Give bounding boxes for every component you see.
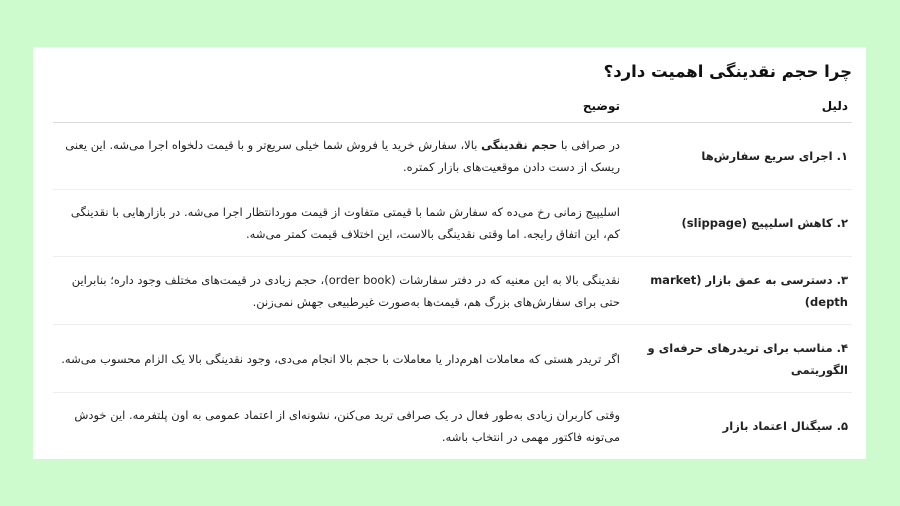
row-description: اگر تریدر هستی که معاملات اهرم‌دار یا معاملات با حجم بالا انجام می‌دی، وجود نقدینگی بالا یک الزام محسوب می‌شه.	[53, 325, 620, 393]
row-reason: ۱. اجرای سریع سفارش‌ها	[620, 123, 852, 190]
description-bold-text: حجم نقدینگی	[481, 138, 558, 152]
table-row	[53, 257, 852, 325]
row-description: اسلیپیج زمانی رخ می‌ده که سفارش شما با قیمتی متفاوت از قیمت موردانتظار اجرا می‌شه. در بازارهایی با نقدینگی کم، این اتفاق رایجه. اما وقتی نقدینگی بالاست، این اختلاف قیمت کمتر می‌شه.	[53, 190, 620, 257]
section-title: چرا حجم نقدینگی اهمیت دارد؟	[603, 62, 852, 81]
table-row	[53, 393, 852, 460]
row-reason: ۴. مناسب برای تریدرهای حرفه‌ای و الگوریتمی	[620, 325, 852, 393]
row-description	[53, 123, 620, 190]
description-text: در صرافی با	[557, 138, 620, 152]
table-row	[53, 190, 852, 257]
row-reason: ۳. دسترسی به عمق بازار (market depth)	[620, 257, 852, 325]
row-description: وقتی کاربران زیادی به‌طور فعال در یک صرافی ترید می‌کنن، نشونه‌ای از اعتماد عمومی به اون پلتفرمه. این خودش می‌تونه فاکتور مهمی در انتخاب باشه.	[74, 408, 620, 444]
header-description: توضیح	[53, 89, 620, 123]
liquidity-table	[53, 89, 852, 459]
description-text: بالا، سفارش خرید یا فروش شما خیلی سریع‌تر و با قیمت دلخواه اجرا می‌شه. این یعنی ریسک از دست دادن موقعیت‌های بازار کمتره.	[65, 138, 620, 174]
header-reason: دلیل	[620, 89, 852, 123]
table-row	[53, 325, 852, 393]
row-description: نقدینگی بالا به این معنیه که در دفتر سفارشات (order book)، حجم زیادی در قیمت‌های مختلف وجود داره؛ بنابراین حتی برای سفارش‌های بزرگ هم، قیمت‌ها به‌صورت غیرطبیعی جهش نمی‌زنن.	[53, 257, 620, 325]
article-card	[33, 47, 866, 459]
table-row	[53, 123, 852, 190]
table-header-row	[53, 89, 852, 123]
row-reason: ۵. سیگنال اعتماد بازار	[722, 419, 848, 433]
row-reason: ۲. کاهش اسلیپیج (slippage)	[620, 190, 852, 257]
